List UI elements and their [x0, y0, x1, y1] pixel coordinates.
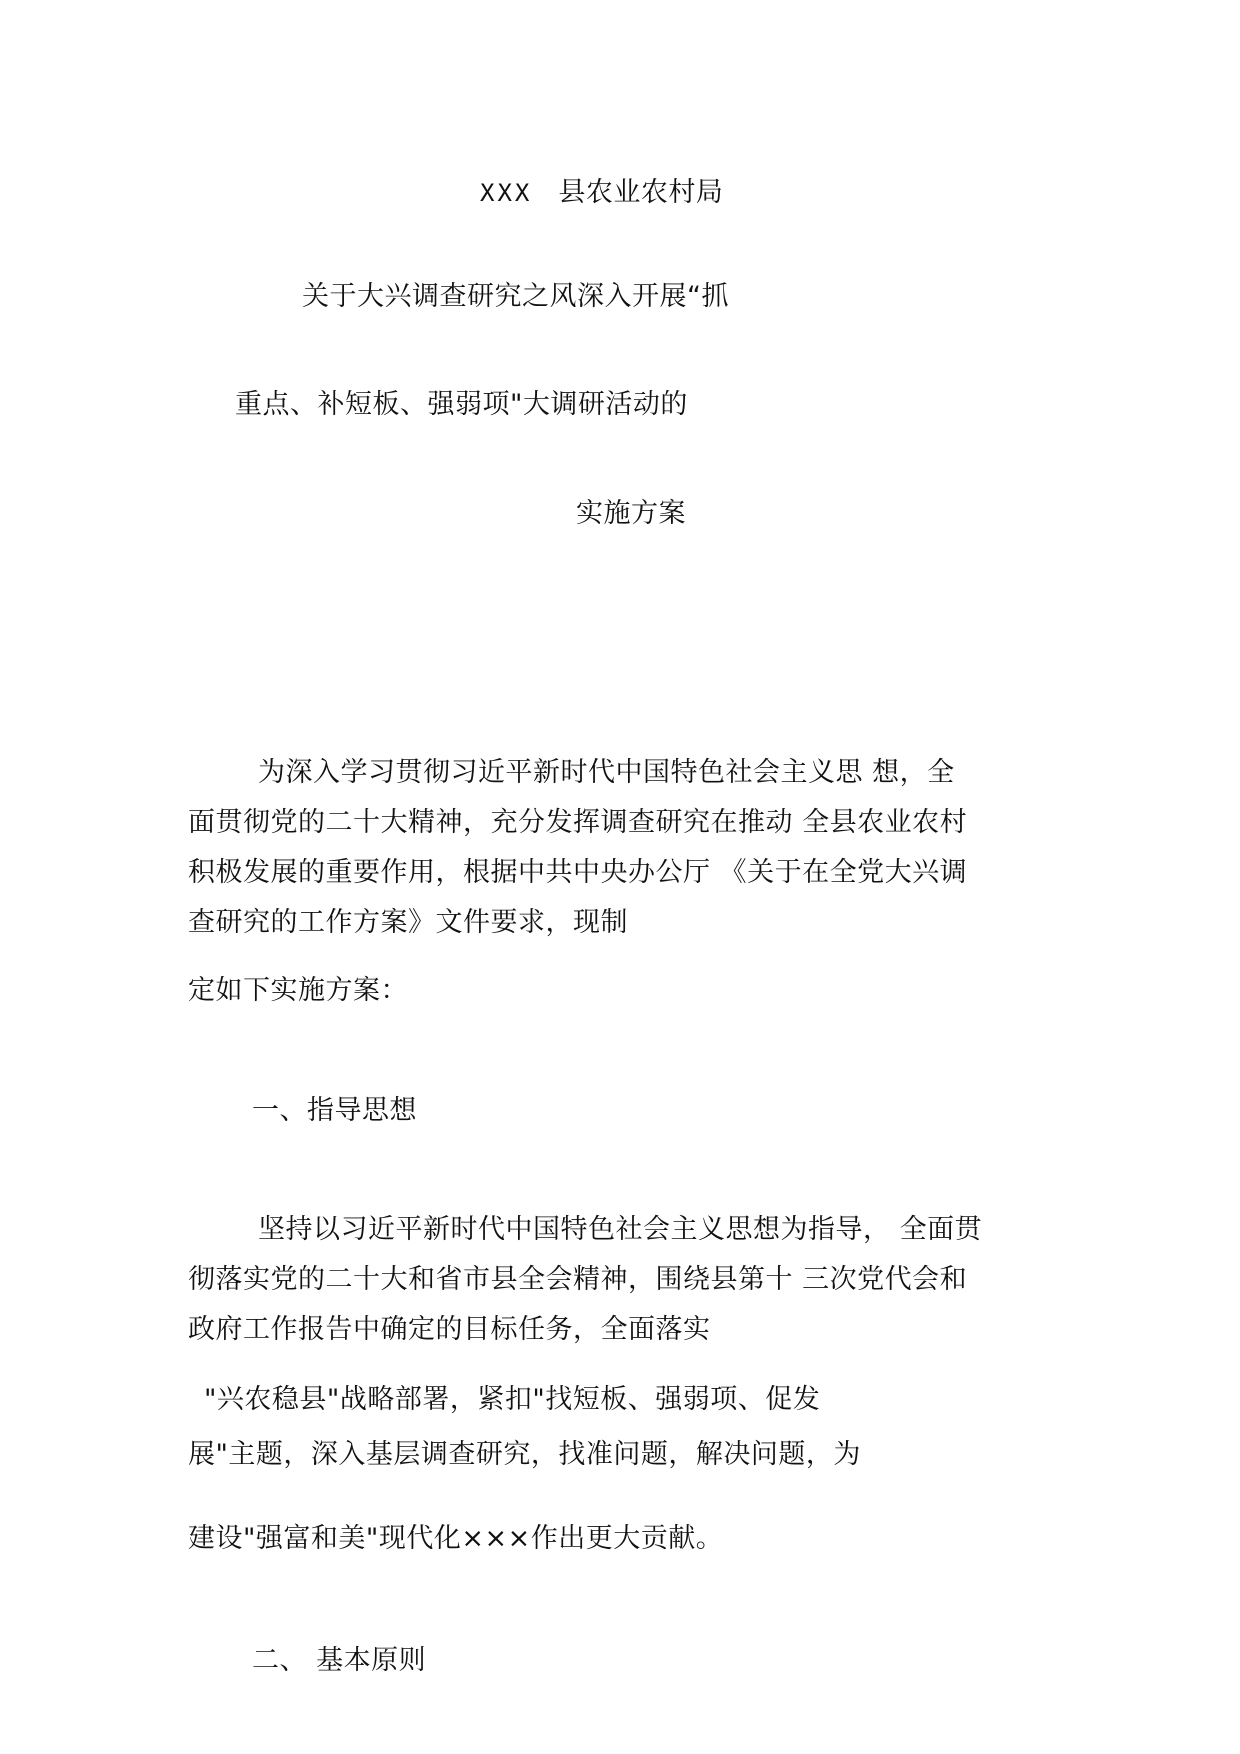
title-line-2: 重点、补短板、强弱项"大调研活动的 [235, 389, 688, 420]
section1-line: 展"主题，深入基层调查研究，找准问题，解决问题，为 [188, 1439, 861, 1470]
title-organization [480, 176, 723, 210]
intro-line: 面贯彻党的二十大精神，充分发挥调查研究在推动 全县农业农村 [188, 807, 968, 838]
title-line-1: 关于大兴调查研究之风深入开展“抓 [302, 281, 729, 312]
intro-line: 为深入学习贯彻习近平新时代中国特色社会主义思 想，全 [258, 757, 955, 788]
section-heading-basic-principles: 二、 基本原则 [252, 1645, 427, 1676]
section1-line: "兴农稳县"战略部署，紧扣"找短板、强弱项、促发 [204, 1384, 821, 1415]
intro-line: 查研究的工作方案》文件要求，现制 [188, 907, 628, 938]
section1-line: 彻落实党的二十大和省市县全会精神，围绕县第十 三次党代会和 [188, 1264, 968, 1295]
section1-line: 建设"强富和美"现代化×××作出更大贡献。 [188, 1523, 724, 1554]
title-line-3: 实施方案 [576, 498, 686, 529]
organization-code: XXX [480, 179, 533, 207]
section1-line: 坚持以习近平新时代中国特色社会主义思想为指导， 全面贯 [258, 1214, 983, 1245]
section1-line: 政府工作报告中确定的目标任务，全面落实 [188, 1314, 711, 1345]
section-heading-guiding-ideology: 一、指导思想 [252, 1095, 417, 1126]
intro-line: 积极发展的重要作用，根据中共中央办公厅 《关于在全党大兴调 [188, 857, 968, 888]
intro-line: 定如下实施方案： [188, 975, 408, 1006]
organization-name: 县农业农村局 [558, 177, 724, 208]
